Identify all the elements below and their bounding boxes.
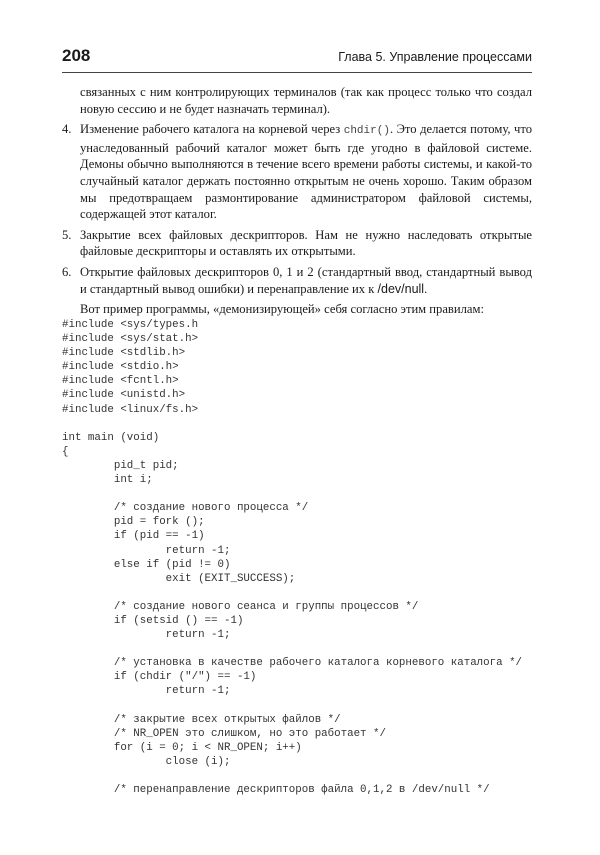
list-item	[62, 264, 532, 297]
list-item	[62, 227, 532, 260]
list-item-number: 5.	[62, 227, 72, 242]
list-item-text	[80, 121, 532, 223]
list-item	[62, 121, 532, 223]
list-item-text: Закрытие всех файловых дескрипторов. Нам не нужно наследовать открытые файловые дескрипторы и оставлять их открытыми.	[80, 227, 532, 259]
list-item-text-part: Открытие файловых дескрипторов 0, 1 и 2 (стандартный ввод, стандартный вывод и стандартный вывод ошибки) и перенаправление их к	[80, 264, 532, 296]
list-item-number: 4.	[62, 122, 72, 137]
inline-code: chdir()	[343, 125, 390, 138]
chapter-title: Глава 5. Управление процессами	[338, 50, 532, 64]
code-listing: #include <sys/types.h #include <sys/stat.h> #include <stdlib.h> #include <stdio.h> #include <fcntl.h> #include <unistd.h> #include <linux/fs.h> int main (void) { pid_t pid; int i; /* создание нового процесса */ pid = fork (); if (pid == -1) return -1; else if (pid != 0) exit (EXIT_SUCCESS); /* создание нового сеанса и группы процессов */ if (setsid () == -1) return -1; /* установка в качестве рабочего каталога корневого каталога */ if (chdir ("/") == -1) return -1; /* закрытие всех открытых файлов */ /* NR_OPEN это слишком, но это работает */ for (i = 0; i < NR_OPEN; i++) close (i); /* перенаправление дескрипторов файла 0,1,2 в /dev/null */	[62, 319, 523, 797]
body-text	[62, 84, 532, 322]
intro-paragraph: Вот пример программы, «демонизирующей» себя согласно этим правилам:	[80, 302, 484, 317]
list-item-text-part: Изменение рабочего каталога на корневой через	[80, 122, 344, 137]
list-item-text-part: . Это делается потому, что унаследованный рабочий каталог может быть где угодно в файловой системе. Демоны обычно выполняются в течение всего времени работы системы, и какой-то случайный каталог держать постоянно открытым не очень хорошо. Таким образом мы предотвращаем размонтирование администратором файловой системы, содержащей этот каталог.	[80, 122, 532, 222]
running-header	[62, 46, 532, 73]
list-item-text	[80, 264, 532, 297]
list-item-number: 6.	[62, 264, 72, 279]
list-item-text-part: .	[424, 281, 428, 296]
page-number: 208	[62, 46, 91, 65]
inline-path: /dev/null	[377, 281, 425, 296]
continued-paragraph: связанных с ним контролирующих терминалов (так как процесс только что создал новую сессию и не будет назначать терминал).	[80, 85, 532, 116]
